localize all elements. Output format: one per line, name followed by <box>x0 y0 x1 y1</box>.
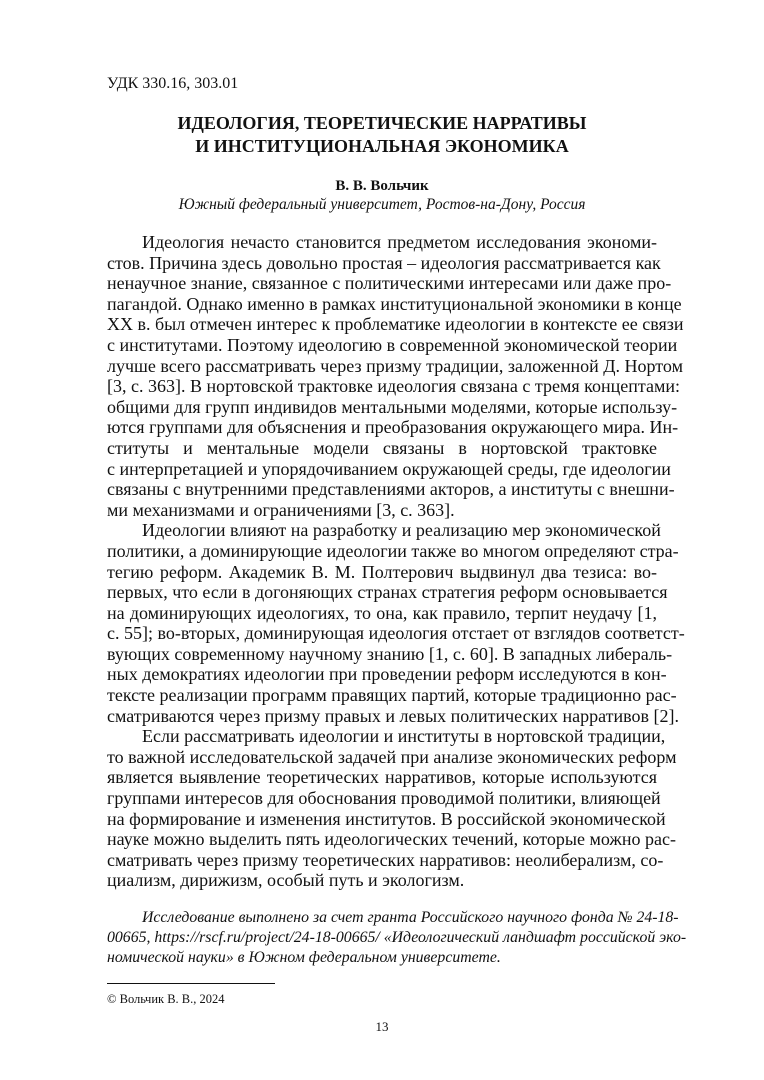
text-line: [3, с. 363]. В нортовской трактовке идеология связана с тремя концептами: <box>107 376 680 397</box>
text-line: с. 55]; во-вторых, доминирующая идеология отстает от взглядов соответст- <box>107 623 685 644</box>
text-line: связаны с внутренними представлениями акторов, а институты с внешни- <box>107 479 675 500</box>
text-line: ми механизмами и ограничениями [3, с. 363]. <box>107 499 455 520</box>
note-line: Исследование выполнено за счет гранта Российского научного фонда № 24-18- <box>142 909 679 926</box>
text-line: с интерпретацией и упорядочиванием окружающей среды, где идеологии <box>107 458 671 479</box>
text-line: группами интересов для обоснования проводимой политики, влияющей <box>107 788 661 809</box>
paragraph <box>107 520 685 726</box>
text-line: Идеологии влияют на разработку и реализацию мер экономической <box>142 520 661 541</box>
article-title <box>0 112 764 158</box>
text-line: Идеология нечасто становится предметом исследования экономи- <box>142 232 657 252</box>
footnote-divider <box>107 983 275 984</box>
text-line: тегию реформ. Академик В. М. Полтерович выдвинул два тезиса: во- <box>107 561 657 582</box>
text-line: с институтами. Поэтому идеологию в современной экономической теории <box>107 334 678 355</box>
text-line: циализм, дирижизм, особый путь и экологизм. <box>107 870 465 891</box>
text-line: науке можно выделить пять идеологических течений, которые можно рас- <box>107 829 676 850</box>
article-body <box>107 232 685 891</box>
text-line: политики, а доминирующие идеологии также во многом определяют стра- <box>107 540 679 561</box>
text-line: стов. Причина здесь довольно простая – идеология рассматривается как <box>107 252 661 273</box>
text-line: первых, что если в догоняющих странах стратегия реформ основывается <box>107 582 668 603</box>
paragraph <box>107 726 677 891</box>
funding-note <box>107 908 687 968</box>
text-line: является выявление теоретических нарративов, которые используются <box>107 767 657 788</box>
text-line: Если рассматривать идеологии и институты в нортовской традиции, <box>142 726 666 747</box>
author-name: В. В. Вольчик <box>335 178 429 194</box>
copyright: © Вольчик В. В., 2024 <box>107 992 225 1006</box>
text-line: то важной исследовательской задачей при анализе экономических реформ <box>107 746 677 767</box>
page-number: 13 <box>375 1019 389 1034</box>
text-line: ституты и ментальные модели связаны в нортовской трактовке <box>107 437 657 458</box>
text-line: ных демократиях идеологии при проведении реформ исследуются в кон- <box>107 664 667 685</box>
text-line: ются группами для объяснения и преобразования окружающего мира. Ин- <box>107 417 679 438</box>
text-line: на доминирующих идеологиях, то она, как правило, терпит неудачу [1, <box>107 602 657 623</box>
text-line: на формирование и изменения институтов. В российской экономической <box>107 808 666 829</box>
paragraph <box>107 232 684 520</box>
text-line: XX в. был отмечен интерес к проблематике идеологии в контексте ее связи <box>107 314 684 335</box>
text-line: вующих современному научному знанию [1, с. 60]. В западных либераль- <box>107 643 673 664</box>
text-line: лучше всего рассматривать через призму традиции, заложенной Д. Нортом <box>107 355 683 376</box>
text-line: общими для групп индивидов ментальными моделями, которые использу- <box>107 396 678 417</box>
author-affiliation: Южный федеральный университет, Ростов-на-Дону, Россия <box>178 196 586 213</box>
text-line: пагандой. Однако именно в рамках институциональной экономики в конце <box>107 293 682 314</box>
text-line: сматривать через призму теоретических нарративов: неолиберализм, со- <box>107 849 664 870</box>
text-line: тексте реализации программ правящих партий, которые традиционно рас- <box>107 685 677 706</box>
note-line: номической науки» в Южном федеральном университете. <box>107 949 501 966</box>
text-line: сматриваются через призму правых и левых политических нарративов [2]. <box>107 705 679 726</box>
note-line: 00665, https://rscf.ru/project/24-18-00665/ «Идеологический ландшафт российской эко- <box>107 929 687 946</box>
title-line: ИДЕОЛОГИЯ, ТЕОРЕТИЧЕСКИЕ НАРРАТИВЫ <box>177 113 587 133</box>
udk-code: УДК 330.16, 303.01 <box>107 75 239 92</box>
text-line: ненаучное знание, связанное с политическими интересами или даже про- <box>107 273 672 294</box>
title-line: И ИНСТИТУЦИОНАЛЬНАЯ ЭКОНОМИКА <box>195 136 569 156</box>
